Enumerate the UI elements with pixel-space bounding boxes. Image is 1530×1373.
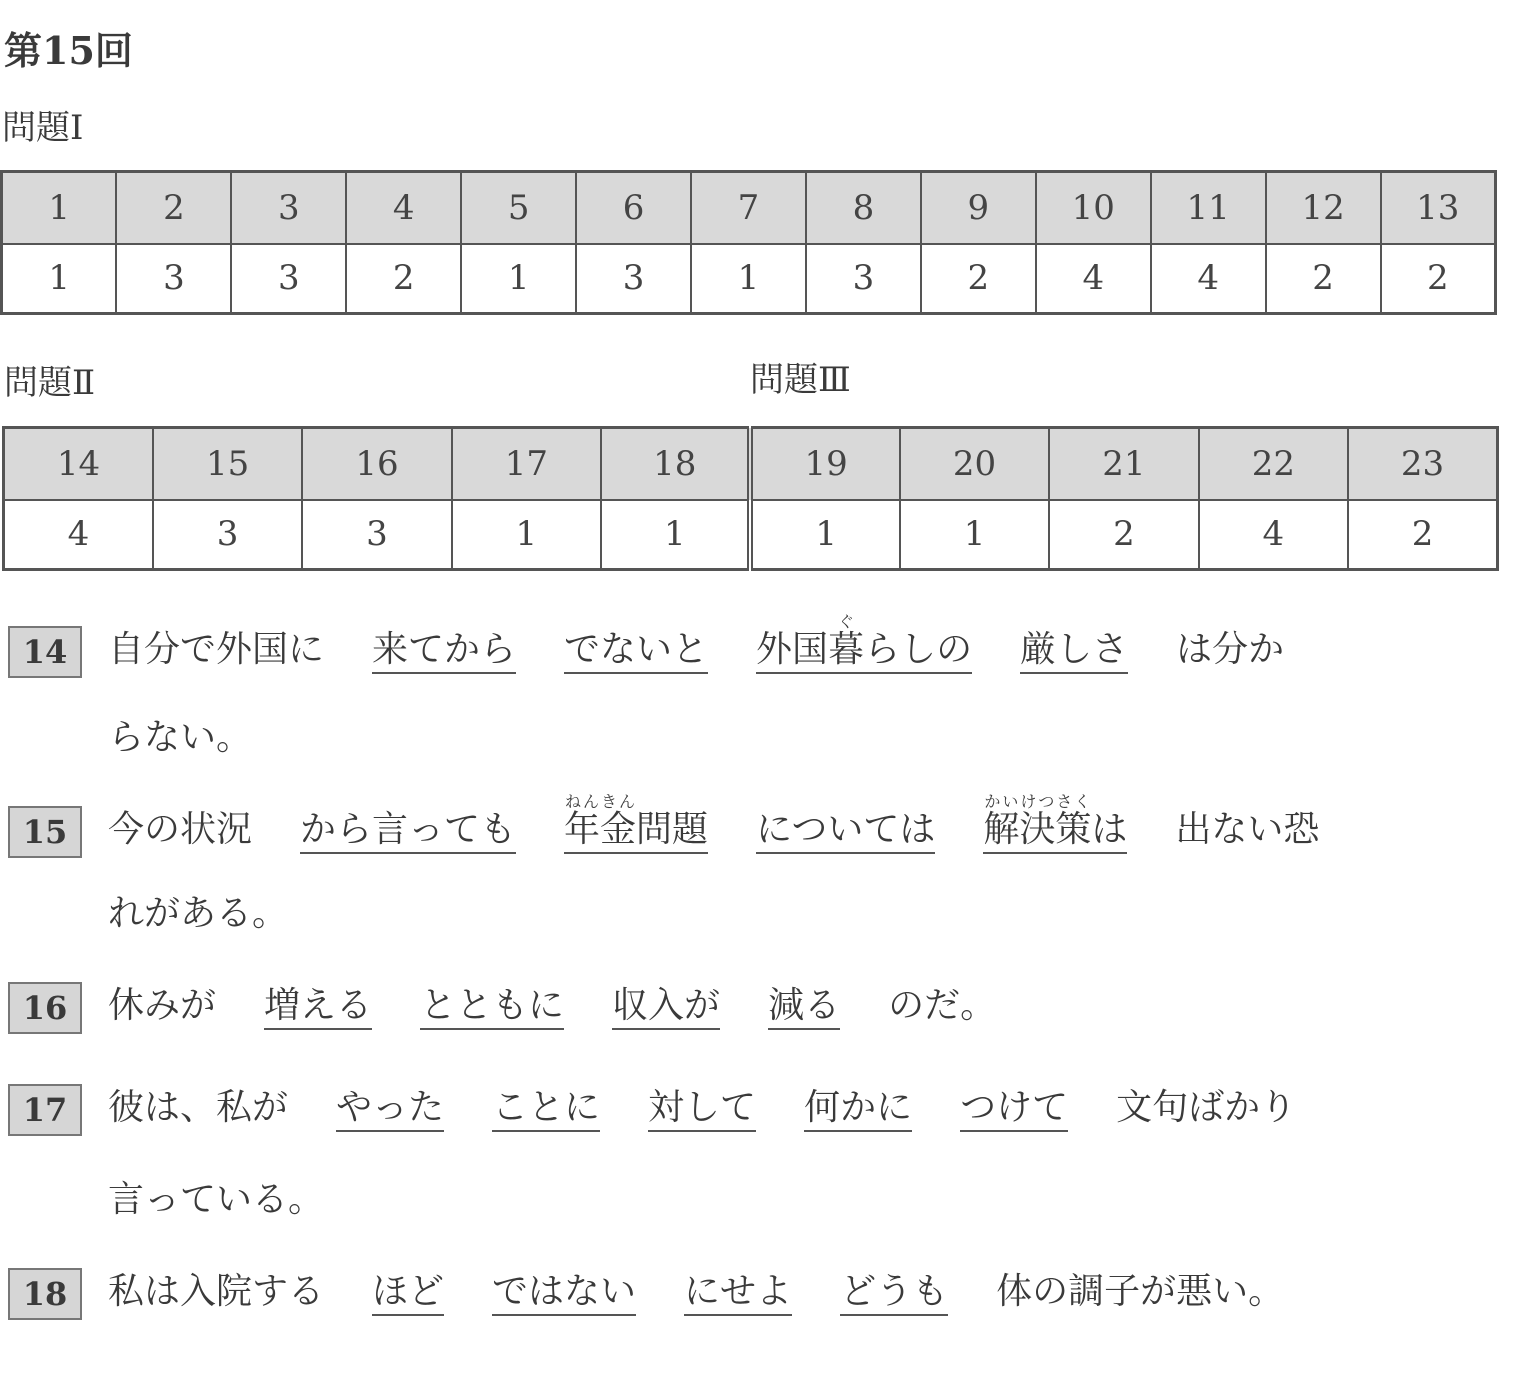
question-number: 16: [8, 982, 82, 1034]
option-segment: 厳しさ: [1020, 628, 1128, 674]
header-cell: 1: [2, 172, 117, 244]
question-15: [8, 792, 1508, 944]
header-cell: 5: [461, 172, 576, 244]
option-segment: 何かに: [804, 1086, 912, 1132]
answer-cell: 2: [1266, 244, 1381, 314]
question-tail: 体の調子が悪い。: [996, 1271, 1285, 1312]
option-segment: [983, 792, 1127, 854]
answer-cell: 2: [1049, 500, 1198, 570]
header-cell: 19: [750, 428, 899, 500]
kanji: 年金: [564, 809, 637, 850]
header-cell: 23: [1348, 428, 1497, 500]
header-cell: 6: [576, 172, 691, 244]
question-line: [8, 792, 1508, 852]
question-continuation: らない。: [108, 717, 253, 758]
reading: ねんきん: [564, 792, 637, 811]
furigana: [983, 792, 1092, 850]
option-segment: ことに: [492, 1086, 600, 1132]
answer-cell: 2: [1381, 244, 1496, 314]
option-segment: 減る: [768, 984, 840, 1030]
answer-cell: 1: [601, 500, 750, 570]
question-line: [8, 1078, 1508, 1138]
answer-cell: 3: [806, 244, 921, 314]
question-lead: 今の状況: [108, 809, 253, 850]
option-segment: [564, 792, 708, 854]
header-cell: 9: [921, 172, 1036, 244]
answer-cell: 1: [452, 500, 601, 570]
answer-cell: 4: [1036, 244, 1151, 314]
question-14: [8, 612, 1508, 768]
header-cell: 20: [900, 428, 1049, 500]
answer-cell: 3: [153, 500, 302, 570]
header-cell: 18: [601, 428, 750, 500]
header-cell: 14: [4, 428, 153, 500]
header-cell: 11: [1151, 172, 1266, 244]
question-16: [8, 976, 1508, 1036]
answer-table-1: [0, 170, 1497, 315]
section-heading-3: 問題Ⅲ: [750, 360, 851, 400]
header-cell: 7: [691, 172, 806, 244]
question-tail: は分か: [1176, 629, 1285, 670]
option-segment: ではない: [492, 1270, 636, 1316]
answer-cell: 3: [231, 244, 346, 314]
option-segment: とともに: [420, 984, 564, 1030]
reading: ぐ: [828, 612, 865, 631]
option-segment: から言っても: [300, 808, 516, 854]
question-17: [8, 1078, 1508, 1230]
question-continuation: れがある。: [108, 893, 289, 934]
answer-cell: 1: [750, 500, 899, 570]
option-segment: どうも: [840, 1270, 948, 1316]
answer-cell: 2: [921, 244, 1036, 314]
question-number: 15: [8, 806, 82, 858]
answer-cell: 3: [302, 500, 451, 570]
question-lead: 私は入院する: [108, 1271, 325, 1312]
option-segment: 対して: [648, 1086, 756, 1132]
option-segment: については: [756, 808, 935, 854]
answer-cell: 1: [900, 500, 1049, 570]
option-segment: やった: [336, 1086, 444, 1132]
question-line: [8, 976, 1508, 1036]
answer-cell: 4: [4, 500, 153, 570]
header-cell: 15: [153, 428, 302, 500]
question-tail: 文句ばかり: [1116, 1087, 1297, 1128]
answer-cell: 4: [1151, 244, 1266, 314]
option-segment: でないと: [564, 628, 708, 674]
header-cell: 4: [346, 172, 461, 244]
question-number: 17: [8, 1084, 82, 1136]
answer-cell: 3: [116, 244, 231, 314]
question-line: [8, 1262, 1508, 1322]
segment-text: 問題: [636, 809, 709, 850]
header-cell: 2: [116, 172, 231, 244]
table-answer-row: [4, 500, 1498, 570]
page-title: 第15回: [4, 28, 133, 73]
option-segment: 来てから: [372, 628, 516, 674]
header-cell: 17: [452, 428, 601, 500]
option-segment: ほど: [372, 1270, 444, 1316]
header-cell: 12: [1266, 172, 1381, 244]
header-cell: 8: [806, 172, 921, 244]
segment-text: は: [1091, 809, 1128, 850]
question-number: 14: [8, 626, 82, 678]
question-lead: 彼は、私が: [108, 1087, 289, 1128]
header-cell: 10: [1036, 172, 1151, 244]
table-header-row: [2, 172, 1496, 244]
question-lead: 自分で外国に: [108, 629, 325, 670]
table-answer-row: [2, 244, 1496, 314]
header-cell: 22: [1199, 428, 1348, 500]
question-tail: 出ない恐: [1175, 809, 1320, 850]
question-line: [8, 612, 1508, 672]
answer-cell: 2: [1348, 500, 1497, 570]
question-number: 18: [8, 1268, 82, 1320]
option-segment: つけて: [960, 1086, 1068, 1132]
option-segment: にせよ: [684, 1270, 792, 1316]
header-cell: 3: [231, 172, 346, 244]
answer-cell: 2: [346, 244, 461, 314]
answer-cell: 3: [576, 244, 691, 314]
section-heading-2: 問題Ⅱ: [4, 363, 96, 403]
kanji: 解決策: [983, 809, 1092, 850]
segment-text: らしの: [864, 629, 973, 670]
answer-cell: 1: [2, 244, 117, 314]
option-segment: [756, 612, 972, 674]
question-18: [8, 1262, 1508, 1322]
header-cell: 21: [1049, 428, 1198, 500]
option-segment: 収入が: [612, 984, 720, 1030]
segment-text: 外国: [756, 629, 829, 670]
question-lead: 休みが: [108, 985, 217, 1026]
header-cell: 13: [1381, 172, 1496, 244]
question-tail: のだ。: [888, 985, 997, 1026]
answer-cell: 1: [691, 244, 806, 314]
section-heading-1: 問題Ⅰ: [2, 108, 84, 148]
kanji: 暮: [828, 629, 865, 670]
option-segment: 増える: [264, 984, 372, 1030]
furigana: [828, 612, 865, 670]
question-continuation: 言っている。: [108, 1179, 325, 1220]
header-cell: 16: [302, 428, 451, 500]
reading: かいけつさく: [983, 792, 1092, 811]
furigana: [564, 792, 637, 850]
table-header-row: [4, 428, 1498, 500]
answer-cell: 4: [1199, 500, 1348, 570]
answer-cell: 1: [461, 244, 576, 314]
answer-table-2: [2, 426, 1499, 571]
